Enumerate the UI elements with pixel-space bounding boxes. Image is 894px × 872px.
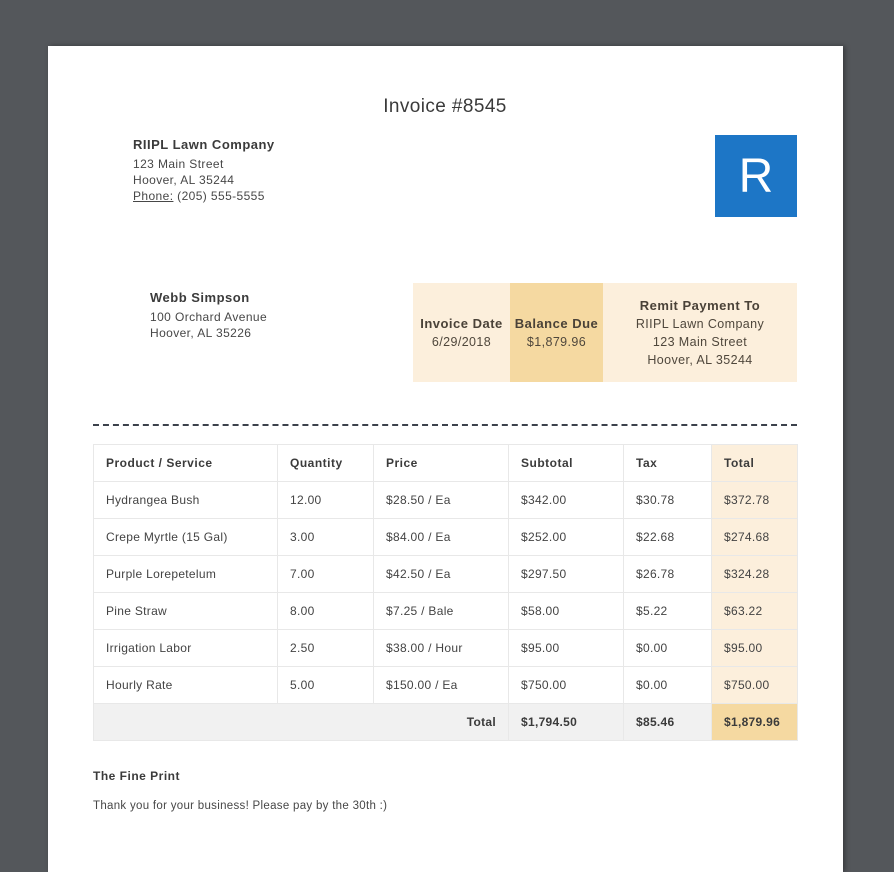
cell-subtotal: $342.00 — [509, 482, 624, 519]
balance-due-cell — [510, 283, 603, 382]
cell-price: $38.00 / Hour — [374, 630, 509, 667]
cell-tax: $0.00 — [624, 630, 712, 667]
table-total-row — [94, 704, 798, 741]
fine-print-heading: The Fine Print — [93, 769, 181, 783]
company-phone — [133, 188, 275, 204]
remit-label: Remit Payment To — [639, 297, 761, 313]
cell-total: $372.78 — [712, 482, 798, 519]
invoice-date-label: Invoice Date — [420, 315, 503, 331]
cell-total: $324.28 — [712, 556, 798, 593]
invoice-document — [48, 46, 843, 872]
company-logo — [715, 135, 797, 217]
logo-letter: R — [738, 149, 774, 203]
dashed-divider — [93, 424, 797, 426]
cell-quantity: 2.50 — [278, 630, 374, 667]
customer-address-block — [150, 283, 413, 382]
billing-summary-row — [93, 283, 797, 382]
cell-tax: $30.78 — [624, 482, 712, 519]
remit-name: RIIPL Lawn Company — [635, 316, 765, 331]
cell-total: $274.68 — [712, 519, 798, 556]
company-address-line2: Hoover, AL 35244 — [133, 173, 235, 187]
cell-tax: $5.22 — [624, 593, 712, 630]
table-row — [94, 667, 798, 704]
company-address-line1: 123 Main Street — [133, 157, 224, 171]
cell-product: Hourly Rate — [94, 667, 278, 704]
customer-name: Webb Simpson — [150, 290, 250, 305]
header-price: Price — [374, 445, 509, 482]
company-name: RIIPL Lawn Company — [133, 137, 275, 152]
fine-print-message: Thank you for your business! Please pay by the 30th :) — [93, 800, 388, 812]
total-label: Total — [94, 704, 509, 741]
company-address-block — [133, 135, 275, 204]
cell-product: Irrigation Labor — [94, 630, 278, 667]
balance-due-label: Balance Due — [514, 315, 599, 331]
invoice-date-cell — [413, 283, 510, 382]
header-product-service: Product / Service — [94, 445, 278, 482]
cell-subtotal: $95.00 — [509, 630, 624, 667]
cell-price: $150.00 / Ea — [374, 667, 509, 704]
header-subtotal: Subtotal — [509, 445, 624, 482]
remit-address-line2: Hoover, AL 35244 — [647, 352, 753, 367]
remit-payment-cell — [603, 283, 797, 382]
table-row — [94, 630, 798, 667]
cell-subtotal: $750.00 — [509, 667, 624, 704]
cell-tax: $26.78 — [624, 556, 712, 593]
cell-product: Hydrangea Bush — [94, 482, 278, 519]
table-header-row — [94, 445, 798, 482]
cell-price: $84.00 / Ea — [374, 519, 509, 556]
cell-quantity: 5.00 — [278, 667, 374, 704]
invoice-date-value: 6/29/2018 — [431, 334, 492, 349]
total-subtotal-value: $1,794.50 — [509, 704, 624, 741]
invoice-title: Invoice #8545 — [383, 96, 507, 117]
header-quantity: Quantity — [278, 445, 374, 482]
cell-product: Pine Straw — [94, 593, 278, 630]
cell-price: $7.25 / Bale — [374, 593, 509, 630]
table-row — [94, 482, 798, 519]
line-items-table — [93, 444, 798, 741]
cell-total: $63.22 — [712, 593, 798, 630]
grand-total-value: $1,879.96 — [712, 704, 798, 741]
cell-subtotal: $252.00 — [509, 519, 624, 556]
cell-tax: $22.68 — [624, 519, 712, 556]
total-tax-value: $85.46 — [624, 704, 712, 741]
customer-address-line1: 100 Orchard Avenue — [150, 310, 268, 324]
cell-total: $750.00 — [712, 667, 798, 704]
header-total: Total — [712, 445, 798, 482]
remit-address-line1: 123 Main Street — [652, 334, 748, 349]
cell-quantity: 3.00 — [278, 519, 374, 556]
cell-quantity: 7.00 — [278, 556, 374, 593]
phone-label: Phone: — [133, 189, 174, 203]
customer-address-line2: Hoover, AL 35226 — [150, 326, 252, 340]
table-row — [94, 519, 798, 556]
invoice-header — [93, 135, 797, 217]
cell-product: Crepe Myrtle (15 Gal) — [94, 519, 278, 556]
cell-product: Purple Lorepetelum — [94, 556, 278, 593]
cell-quantity: 8.00 — [278, 593, 374, 630]
cell-price: $42.50 / Ea — [374, 556, 509, 593]
table-row — [94, 593, 798, 630]
table-row — [94, 556, 798, 593]
phone-number: (205) 555-5555 — [177, 189, 265, 203]
header-tax: Tax — [624, 445, 712, 482]
payment-summary-box — [413, 283, 797, 382]
cell-price: $28.50 / Ea — [374, 482, 509, 519]
cell-tax: $0.00 — [624, 667, 712, 704]
cell-total: $95.00 — [712, 630, 798, 667]
balance-due-value: $1,879.96 — [526, 334, 587, 349]
cell-subtotal: $297.50 — [509, 556, 624, 593]
cell-quantity: 12.00 — [278, 482, 374, 519]
cell-subtotal: $58.00 — [509, 593, 624, 630]
